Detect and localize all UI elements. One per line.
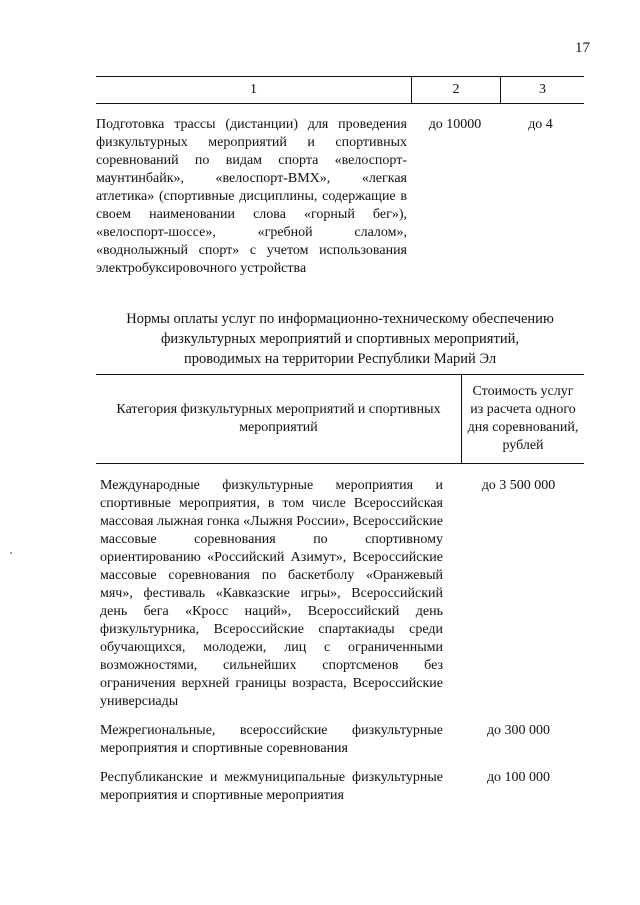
table-row <box>96 769 584 805</box>
table-row <box>96 477 584 711</box>
table-row <box>96 722 584 758</box>
row-description: Подготовка трассы (дистанции) для проведения физкультурных мероприятий и спортивных соревнований по видам спорта «велоспорт-маунтинбайк», «велоспорт-BMX», «легкая атлетика» (спортивные дисциплины, содержащие в своем наименовании слова «горный бег»), «велоспорт-шоссе», «гребной слалом», «воднолыжный спорт» с учетом использования электробуксировочного устройства <box>96 117 407 276</box>
category-header: Категория физкультурных мероприятий и спортивных мероприятий <box>96 375 462 463</box>
table-header-row <box>96 76 584 104</box>
cost-value: до 100 000 <box>486 770 551 785</box>
payment-norms-table <box>96 374 584 805</box>
column-1-header: 1 <box>96 77 412 103</box>
cost-value: до 300 000 <box>486 723 551 738</box>
scan-speck <box>10 552 12 554</box>
page-number: 17 <box>575 40 590 56</box>
section-heading <box>96 309 584 369</box>
cost-value: до 3 500 000 <box>481 478 556 493</box>
table-continuation <box>96 76 584 278</box>
column-3-header: 3 <box>539 82 546 97</box>
category-name: Межрегиональные, всероссийские физкультурные мероприятия и спортивные соревнования <box>100 723 443 756</box>
row-value-col2: до 10000 <box>428 117 482 132</box>
heading-line-1: Нормы оплаты услуг по информационно-техническому обеспечению <box>126 311 554 327</box>
table-header-row <box>96 374 584 464</box>
row-value-col3: до 4 <box>528 117 553 132</box>
column-2-header: 2 <box>412 77 501 103</box>
category-name: Международные физкультурные мероприятия и спортивные мероприятия, в том числе Всероссийская массовая лыжная гонка «Лыжня России», Всероссийские массовые соревнования по спортивному ориентированию «Российский Азимут», Всероссийские массовые соревнования по баскетболу «Оранжевый мяч», фестиваль «Кавказские игры», Всероссийский день бега «Кросс наций», Всероссийский день физкультурника, Всероссийские спартакиады среди обучающихся, молодежи, лиц с ограниченными возможностями, сильнейших спортсменов без ограничения верхней границы возраста, Всероссийские универсиады <box>100 478 443 709</box>
heading-line-2: физкультурных мероприятий и спортивных мероприятий, <box>161 331 519 347</box>
category-name: Республиканские и межмуниципальные физкультурные мероприятия и спортивные мероприятия <box>100 770 443 803</box>
table-row <box>96 116 584 278</box>
cost-header: Стоимость услуг из расчета одного дня соревнований, рублей <box>467 384 579 453</box>
heading-line-3: проводимых на территории Республики Марий Эл <box>183 351 497 367</box>
